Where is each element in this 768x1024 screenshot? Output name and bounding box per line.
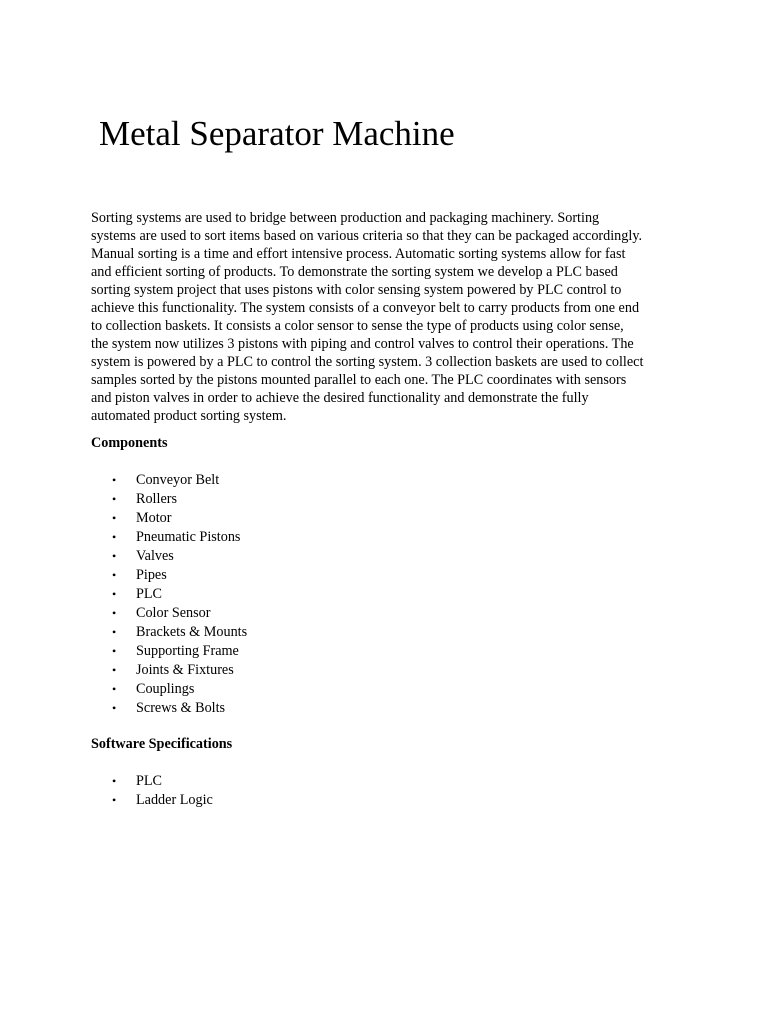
list-item-text: Pipes: [136, 567, 167, 583]
bullet-icon: •: [112, 606, 117, 620]
list-item-text: Valves: [136, 548, 174, 564]
intro-line: achieve this functionality. The system consists of a conveyor belt to carry products from one end: [91, 300, 640, 316]
intro-line: samples sorted by the pistons mounted parallel to each one. The PLC coordinates with sensors: [91, 372, 627, 388]
intro-line: systems are used to sort items based on various criteria so that they can be packaged accordingly.: [91, 228, 643, 244]
intro-line: sorting system project that uses pistons with color sensing system powered by PLC control to: [91, 282, 622, 298]
bullet-icon: •: [112, 774, 117, 788]
list-item-text: Joints & Fixtures: [136, 662, 234, 678]
bullet-icon: •: [112, 511, 117, 525]
list-item-text: Pneumatic Pistons: [136, 529, 241, 545]
bullet-icon: •: [112, 625, 117, 639]
intro-paragraph: [91, 209, 691, 425]
list-item-text: Supporting Frame: [136, 643, 239, 659]
list-item-text: Conveyor Belt: [136, 472, 220, 488]
list-item-text: Brackets & Mounts: [136, 624, 248, 640]
intro-line: system is powered by a PLC to control the sorting system. 3 collection baskets are used to collect: [91, 354, 644, 370]
components-heading: Components: [91, 435, 168, 451]
list-item-text: Couplings: [136, 681, 195, 697]
bullet-icon: •: [112, 793, 117, 807]
bullet-icon: •: [112, 663, 117, 677]
bullet-icon: •: [112, 492, 117, 506]
bullet-icon: •: [112, 587, 117, 601]
list-item-text: Screws & Bolts: [136, 700, 226, 716]
bullet-icon: •: [112, 701, 117, 715]
bullet-icon: •: [112, 473, 117, 487]
list-item-text: Color Sensor: [136, 605, 211, 621]
intro-line: and efficient sorting of products. To demonstrate the sorting system we develop a PLC based: [91, 264, 618, 280]
bullet-icon: •: [112, 682, 117, 696]
list-item-text: PLC: [136, 773, 163, 789]
intro-line: Sorting systems are used to bridge between production and packaging machinery. Sorting: [91, 210, 600, 226]
bullet-icon: •: [112, 530, 117, 544]
software-specifications-heading: Software Specifications: [91, 736, 233, 752]
intro-line: to collection baskets. It consists a color sensor to sense the type of products using color sense,: [91, 318, 624, 334]
bullet-icon: •: [112, 549, 117, 563]
bullet-icon: •: [112, 644, 117, 658]
list-item-text: Rollers: [136, 491, 177, 507]
list-item-text: Ladder Logic: [136, 792, 213, 808]
bullet-icon: •: [112, 568, 117, 582]
list-item-text: Motor: [136, 510, 172, 526]
intro-line: the system now utilizes 3 pistons with piping and control valves to control their operations. The: [91, 336, 634, 352]
intro-line: Manual sorting is a time and effort intensive process. Automatic sorting systems allow for fast: [91, 246, 626, 262]
list-item-text: PLC: [136, 586, 163, 602]
document-title: Metal Separator Machine: [99, 114, 455, 153]
intro-line: and piston valves in order to achieve the desired functionality and demonstrate the fully: [91, 390, 589, 406]
intro-line: automated product sorting system.: [91, 408, 287, 424]
